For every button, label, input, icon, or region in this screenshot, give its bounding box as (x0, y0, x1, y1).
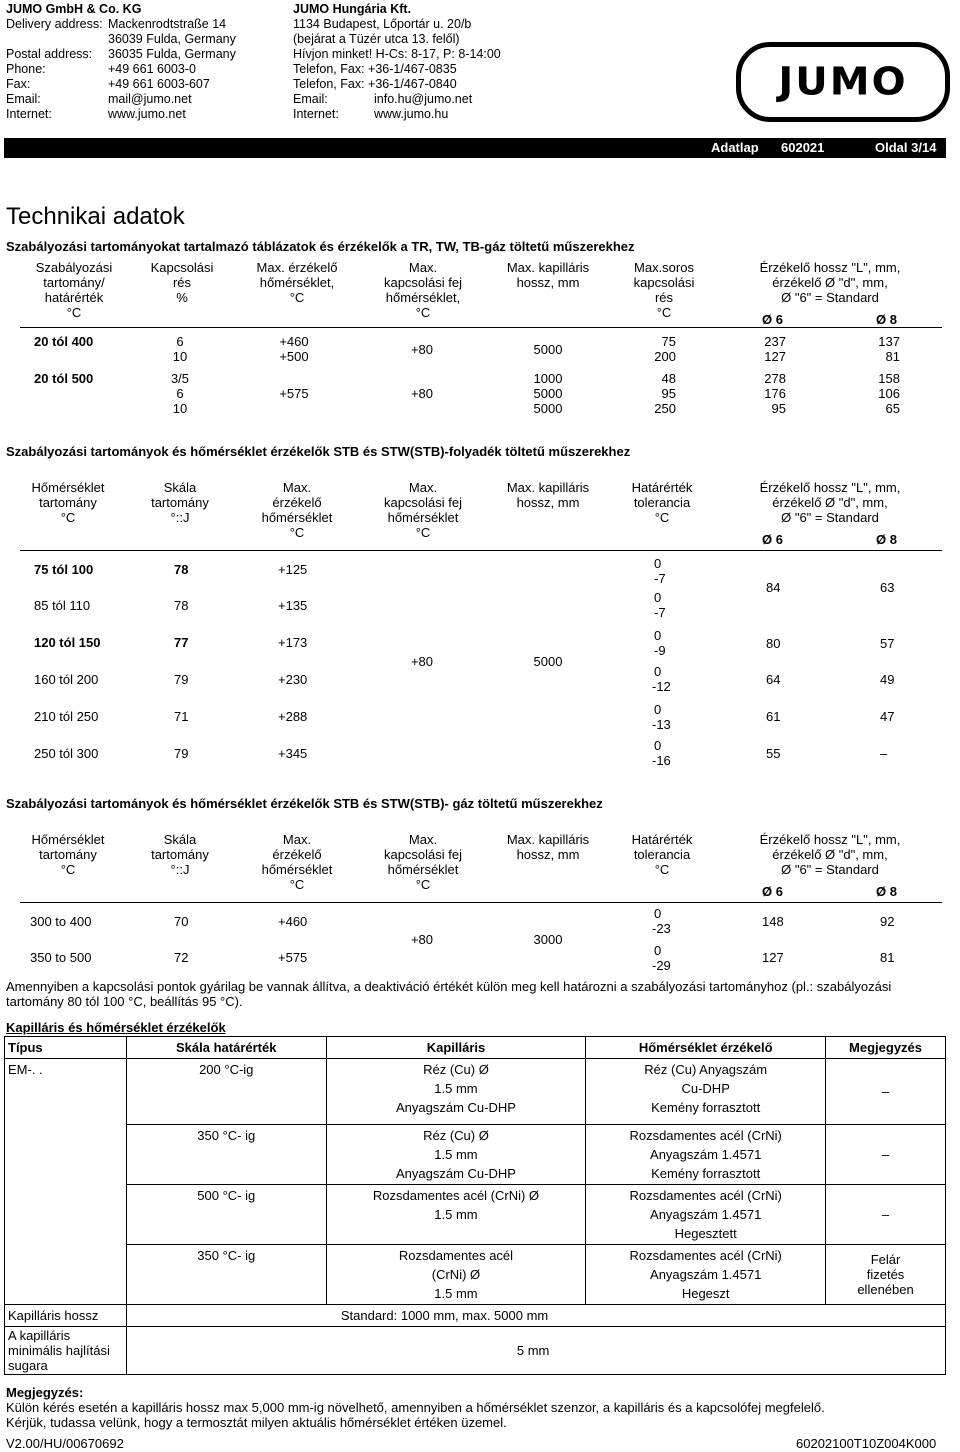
range-cell: 300 to 400 (30, 914, 92, 929)
header-cell: Hőmérséklet érzékelő (586, 1037, 826, 1059)
divider (20, 327, 720, 328)
range-cell: 85 tól 110 (34, 598, 91, 613)
range-cell: 350 to 500 (30, 950, 92, 965)
de-label: Internet: (6, 107, 52, 121)
diff-cell: 6 10 (172, 334, 188, 364)
deactivation-note: Amennyiben a kapcsolási pontok gyárilag be vannak állítva, a deaktiváció értékét külön meg kell határozni a szabályozási tartományhoz (pl.: szabályozási tartomány 80 tól 100 °C, beállítás 95 °C). (6, 979, 892, 1009)
range-cell: 210 tól 250 (34, 709, 99, 724)
max-head-cell: +80 (410, 654, 434, 669)
remark-label: Megjegyzés: (6, 1385, 84, 1400)
de-value: Mackenrodtstraße 14 (108, 17, 227, 31)
capillary-cell: Rozsdamentes acél (CrNi) Ø 1.5 mm (326, 1245, 586, 1305)
capillary-cell: Rozsdamentes acél (CrNi) Ø 1.5 mm (326, 1185, 586, 1245)
scale-cell: 78 (174, 598, 189, 613)
col-header-diff: Kapcsolási rés % (150, 260, 214, 305)
max-sensor-cell: +460 +500 (279, 334, 309, 364)
tolerance-cell: 0 -23 (652, 906, 671, 936)
tolerance-cell: 0 -29 (652, 943, 671, 973)
range-cell: 250 tól 300 (34, 746, 99, 761)
max-sensor-cell: +288 (278, 709, 308, 724)
note-cell: Felár fizetés ellenében (826, 1245, 946, 1305)
scale-cell: 77 (174, 635, 189, 650)
capillary-heading: Kapilláris és hőmérséklet érzékelők (6, 1020, 226, 1035)
sheet-label: Adatlap (711, 140, 759, 155)
col-header-range: Hőmérséklet tartomány °C (31, 480, 105, 525)
bend-value: 5 mm (126, 1327, 945, 1375)
diameter-6-label: Ø 6 (762, 532, 783, 547)
tolerance-cell: 0 -13 (652, 702, 671, 732)
max-sensor-cell: +135 (278, 598, 308, 613)
table-header-row (5, 1037, 946, 1059)
hu-internet[interactable]: www.jumo.hu (374, 107, 449, 121)
length-6-cell: 148 (762, 914, 784, 929)
range-cell: 20 tól 500 (34, 371, 94, 386)
bend-label: A kapilláris minimális hajlítási sugara (5, 1327, 127, 1375)
max-head-cell: +80 (410, 342, 434, 357)
hu-internet-label: Internet: (293, 107, 339, 121)
section3-heading: Szabályozási tartományok és hőmérséklet érzékelők STB és STW(STB)- gáz töltetű műszerekhez (6, 796, 603, 811)
table-row (5, 1185, 946, 1245)
col-header-scale: Skála tartomány °::J (151, 832, 209, 877)
length-8-cell: 137 81 (878, 334, 900, 364)
col-header-max-head: Max. kapcsolási fej hőmérséklet °C (383, 832, 463, 892)
length-value: Standard: 1000 mm, max. 5000 mm (126, 1305, 945, 1327)
capillary-cell: 3000 (533, 932, 563, 947)
diameter-8-label: Ø 8 (876, 532, 897, 547)
document-version: V2.00/HU/00670692 (6, 1436, 124, 1451)
de-value: 36035 Fulda, Germany (108, 47, 236, 61)
de-label: Email: (6, 92, 41, 106)
sensor-cell: Rozsdamentes acél (CrNi) Anyagszám 1.4571 Hegesztett (586, 1185, 826, 1245)
length-6-cell: 61 (766, 709, 781, 724)
de-label: Postal address: (6, 47, 93, 61)
col-header-max-sensor: Max. érzékelő hőmérséklet, °C (256, 260, 338, 305)
length-8-cell: 158 106 65 (878, 371, 900, 416)
capillary-cell: 5000 (533, 342, 563, 357)
sensor-cell: Réz (Cu) Anyagszám Cu-DHP Kemény forrasztott (586, 1059, 826, 1125)
datasheet-bar (4, 138, 946, 158)
divider (720, 902, 942, 903)
series-cell: 48 95 250 (654, 371, 676, 416)
de-value: +49 661 6003-607 (108, 77, 210, 91)
header-cell: Kapilláris (326, 1037, 586, 1059)
max-sensor-cell: +575 (278, 950, 308, 965)
col-header-range: Hőmérséklet tartomány °C (31, 832, 105, 877)
company-name-de: JUMO GmbH & Co. KG (6, 2, 142, 16)
sensor-cell: Rozsdamentes acél (CrNi) Anyagszám 1.4571 Kemény forrasztott (586, 1125, 826, 1185)
hu-line: Telefon, Fax: +36-1/467-0835 (293, 62, 457, 76)
scale-cell: 350 °C- ig (126, 1125, 326, 1185)
length-8-cell: 57 (880, 636, 895, 651)
max-sensor-cell: +125 (278, 562, 308, 577)
tolerance-cell: 0 -16 (652, 738, 671, 768)
max-head-cell: +80 (410, 932, 434, 947)
range-cell: 20 tól 400 (34, 334, 94, 349)
tolerance-cell: 0 -7 (654, 590, 666, 620)
diameter-8-label: Ø 8 (876, 884, 897, 899)
series-cell: 75 200 (654, 334, 676, 364)
jumo-logo: JUMO (736, 42, 950, 122)
col-header-scale: Skála tartomány °::J (151, 480, 209, 525)
scale-cell: 78 (174, 562, 189, 577)
col-header-capillary: Max. kapilláris hossz, mm (506, 480, 590, 510)
type-cell: EM-. . (5, 1059, 127, 1305)
section1-heading: Szabályozási tartományokat tartalmazó táblázatok és érzékelők a TR, TW, TB-gáz töltetű műszerekhez (6, 239, 635, 254)
diameter-8-label: Ø 8 (876, 312, 897, 327)
table-row (5, 1327, 946, 1375)
scale-cell: 70 (174, 914, 189, 929)
table-row (5, 1245, 946, 1305)
diff-cell: 3/5 6 10 (170, 371, 190, 416)
tolerance-cell: 0 -7 (654, 556, 666, 586)
length-6-cell: 84 (766, 580, 781, 595)
table-row (5, 1125, 946, 1185)
col-header-sensor: Érzékelő hossz "L", mm, érzékelő Ø "d", mm, Ø "6" = Standard (759, 480, 901, 525)
tolerance-cell: 0 -12 (652, 664, 671, 694)
capillary-cell: 1000 5000 5000 (533, 371, 563, 416)
capillary-cell: Réz (Cu) Ø 1.5 mm Anyagszám Cu-DHP (326, 1125, 586, 1185)
max-sensor-cell: +230 (278, 672, 308, 687)
length-8-cell: – (880, 746, 888, 761)
page-indicator: Oldal 3/14 (875, 140, 937, 155)
col-header-max-head: Max. kapcsolási fej hőmérséklet °C (383, 480, 463, 540)
remark-line: Kérjük, tudassa velünk, hogy a termosztát milyen aktuális hőmérséklet értéken üzemel. (6, 1415, 507, 1430)
hu-line: 1134 Budapest, Lőportár u. 20/b (293, 17, 472, 31)
range-cell: 120 tól 150 (34, 635, 101, 650)
col-header-series: Max.soros kapcsolási rés °C (633, 260, 695, 320)
max-sensor-cell: +460 (278, 914, 308, 929)
note-cell: – (826, 1125, 946, 1185)
col-header-max-sensor: Max. érzékelő hőmérséklet °C (261, 480, 333, 540)
length-6-cell: 127 (762, 950, 784, 965)
document-code: 60202100T10Z004K000 (796, 1436, 937, 1451)
length-8-cell: 63 (880, 580, 895, 595)
hu-line: Telefon, Fax: +36-1/467-0840 (293, 77, 457, 91)
col-header-tolerance: Határérték tolerancia °C (631, 832, 693, 877)
range-cell: 75 tól 100 (34, 562, 94, 577)
length-8-cell: 81 (880, 950, 895, 965)
hu-line: (bejárat a Tüzér utca 13. felől) (293, 32, 460, 46)
divider (720, 550, 942, 551)
page-title: Technikai adatok (6, 203, 185, 230)
scale-cell: 350 °C- ig (126, 1245, 326, 1305)
diameter-6-label: Ø 6 (762, 884, 783, 899)
col-header-sensor: Érzékelő hossz "L", mm, érzékelő Ø "d", mm, Ø "6" = Standard (759, 260, 901, 305)
divider (20, 550, 720, 551)
col-header-tolerance: Határérték tolerancia °C (631, 480, 693, 525)
scale-cell: 79 (174, 746, 189, 761)
note-cell: – (826, 1059, 946, 1125)
table-row (5, 1305, 946, 1327)
de-label: Phone: (6, 62, 46, 76)
hu-line: Hívjon minket! H-Cs: 8-17, P: 8-14:00 (293, 47, 501, 61)
col-header-range: Szabályozási tartomány/ határérték °C (35, 260, 113, 320)
length-6-cell: 278 176 95 (764, 371, 786, 416)
section2-heading: Szabályozási tartományok és hőmérséklet érzékelők STB és STW(STB)-folyadék töltetű műszerekhez (6, 444, 631, 459)
table-row (5, 1059, 946, 1125)
header-cell: Skála határérték (126, 1037, 326, 1059)
col-header-sensor: Érzékelő hossz "L", mm, érzékelő Ø "d", mm, Ø "6" = Standard (759, 832, 901, 877)
de-value: mail@jumo.net (108, 92, 192, 106)
length-8-cell: 47 (880, 709, 895, 724)
length-8-cell: 92 (880, 914, 895, 929)
company-name-hu: JUMO Hungária Kft. (293, 2, 412, 16)
length-6-cell: 80 (766, 636, 781, 651)
sensor-cell: Rozsdamentes acél (CrNi) Anyagszám 1.4571 Hegeszt (586, 1245, 826, 1305)
hu-email-label: Email: (293, 92, 328, 106)
de-label: Delivery address: (6, 17, 103, 31)
length-6-cell: 237 127 (764, 334, 786, 364)
capillary-cell: 5000 (533, 654, 563, 669)
de-value: +49 661 6003-0 (108, 62, 196, 76)
capillary-table (4, 1036, 946, 1375)
max-sensor-cell: +575 (279, 386, 309, 401)
header-cell: Megjegyzés (826, 1037, 946, 1059)
tolerance-cell: 0 -9 (654, 628, 666, 658)
length-6-cell: 64 (766, 672, 781, 687)
col-header-capillary: Max. kapilláris hossz, mm (506, 260, 590, 290)
scale-cell: 72 (174, 950, 189, 965)
divider (20, 902, 720, 903)
length-6-cell: 55 (766, 746, 781, 761)
de-value: 36039 Fulda, Germany (108, 32, 236, 46)
de-label: Fax: (6, 77, 31, 91)
header-cell: Típus (5, 1037, 127, 1059)
range-cell: 160 tól 200 (34, 672, 99, 687)
length-8-cell: 49 (880, 672, 895, 687)
col-header-capillary: Max. kapilláris hossz, mm (506, 832, 590, 862)
length-label: Kapilláris hossz (5, 1305, 127, 1327)
scale-cell: 200 °C-ig (126, 1059, 326, 1125)
hu-email[interactable]: info.hu@jumo.net (374, 92, 473, 106)
capillary-cell: Réz (Cu) Ø 1.5 mm Anyagszám Cu-DHP (326, 1059, 586, 1125)
max-head-cell: +80 (410, 386, 434, 401)
scale-cell: 500 °C- ig (126, 1185, 326, 1245)
scale-cell: 71 (174, 709, 189, 724)
note-cell: – (826, 1185, 946, 1245)
col-header-max-sensor: Max. érzékelő hőmérséklet °C (261, 832, 333, 892)
col-header-max-head: Max. kapcsolási fej hőmérséklet, °C (383, 260, 463, 320)
divider (720, 327, 942, 328)
de-value: www.jumo.net (108, 107, 186, 121)
max-sensor-cell: +173 (278, 635, 308, 650)
remark-line: Külön kérés esetén a kapilláris hossz max 5,000 mm-ig növelhető, amennyiben a hőmérséklet szenzor, a kapilláris és a kapcsolófej megfelelő. (6, 1400, 825, 1415)
sheet-number: 602021 (781, 140, 825, 155)
max-sensor-cell: +345 (278, 746, 308, 761)
scale-cell: 79 (174, 672, 189, 687)
diameter-6-label: Ø 6 (762, 312, 783, 327)
